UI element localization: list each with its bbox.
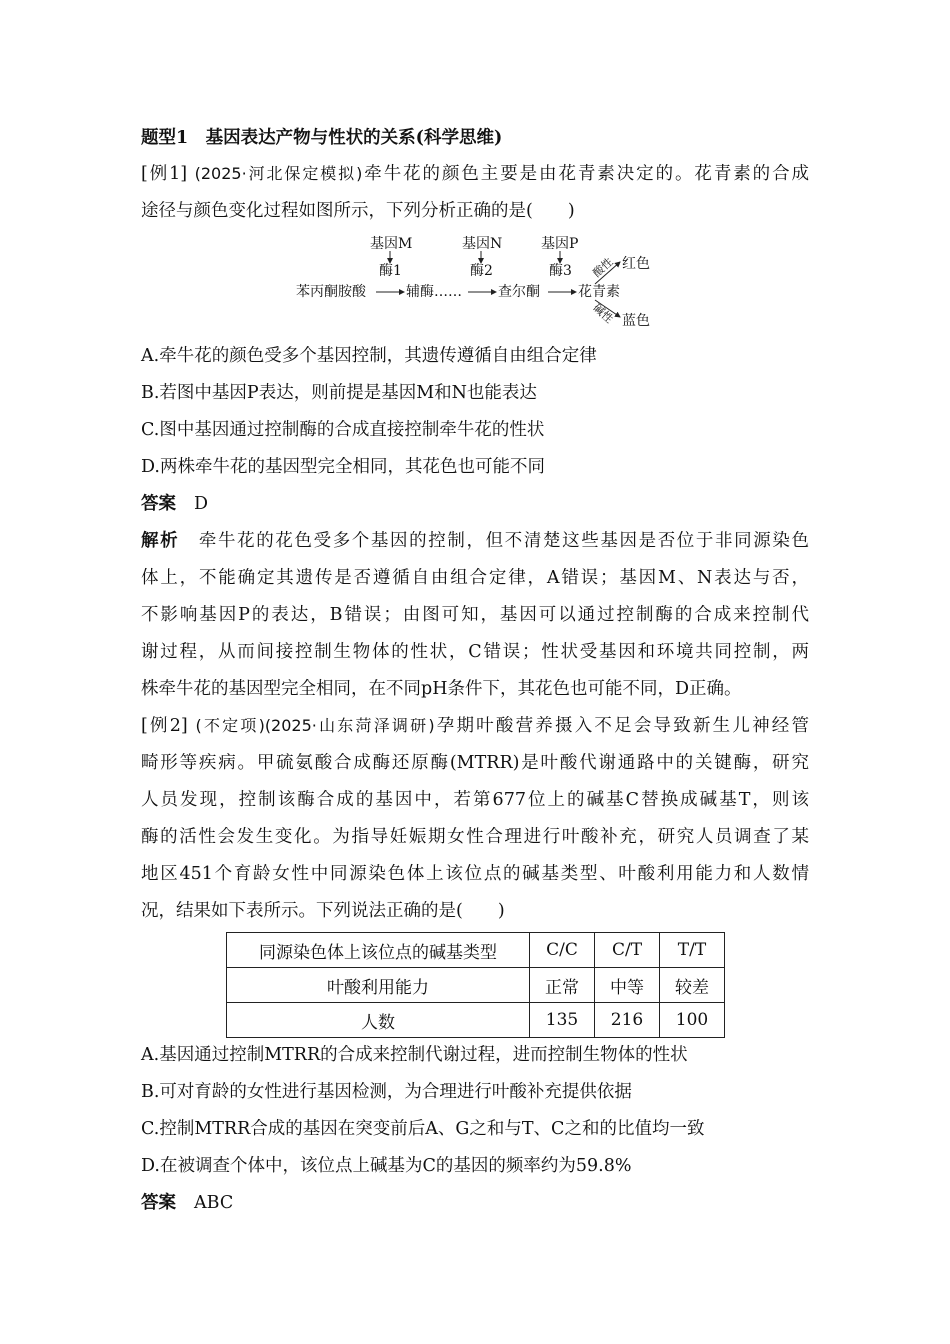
example2-answer — [141, 1191, 809, 1215]
table-cell: 216 — [595, 1003, 660, 1038]
example1-answer-value: D — [194, 494, 209, 514]
example2-option-d: D.在被调查个体中，该位点上碱基为C的基因的频率约为59.8% — [141, 1156, 632, 1176]
gene-n-label: 基因N — [462, 236, 503, 252]
example1-analysis-line2: 体上，不能确定其遗传是否遵循自由组合定律，A错误；基因M、N表达与否， — [141, 568, 809, 588]
table-cell: 叶酸利用能力 — [227, 968, 530, 1003]
table-row — [227, 933, 725, 968]
survey-table — [226, 932, 725, 1038]
example1-stem-line2: 途径与颜色变化过程如图所示，下列分析正确的是( ) — [141, 201, 575, 221]
example2-stem-line3: 人员发现，控制该酶合成的基因中，若第677位上的碱基C替换成碱基T，则该 — [141, 790, 809, 810]
table-cell: 100 — [660, 1003, 725, 1038]
enzyme3-label: 酶3 — [549, 263, 572, 279]
example2-option-b: B.可对育龄的女性进行基因检测，为合理进行叶酸补充提供依据 — [141, 1082, 632, 1102]
example1-analysis-line1 — [141, 529, 809, 553]
alkaline-label: 碱性 — [590, 301, 616, 326]
example2-answer-value: ABC — [194, 1193, 234, 1213]
example2-option-a: A.基因通过控制MTRR的合成来控制代谢过程，进而控制生物体的性状 — [141, 1045, 688, 1065]
example1-source: (2025·河北保定模拟) — [194, 164, 363, 183]
example1-answer — [141, 492, 809, 516]
table-header-cell: C/T — [595, 933, 660, 968]
example2-stem-line1 — [141, 714, 809, 738]
example1-stem-line1 — [141, 162, 809, 186]
table-cell: 135 — [530, 1003, 595, 1038]
example2-stem-line2: 畸形等疾病。甲硫氨酸合成酶还原酶(MTRR)是叶酸代谢通路中的关键酶，研究 — [141, 753, 809, 773]
example1-option-d: D.两株牵牛花的基因型完全相同，其花色也可能不同 — [141, 457, 545, 477]
example2-stem-line5: 地区451个育龄女性中同源染色体上该位点的碱基类型、叶酸利用能力和人数情 — [141, 864, 809, 884]
blue-label: 蓝色 — [622, 313, 650, 329]
enzyme1-label: 酶1 — [379, 263, 402, 279]
example1-analysis-text1: 牵牛花的花色受多个基因的控制，但不清楚这些基因是否位于非同源染色 — [197, 531, 810, 551]
acidic-label: 酸性 — [590, 255, 616, 280]
example2-tag: [例2] — [141, 716, 188, 736]
section-title: 题型1 基因表达产物与性状的关系(科学思维) — [141, 128, 503, 148]
table-row — [227, 968, 725, 1003]
example2-option-c: C.控制MTRR合成的基因在突变前后A、G之和与T、C之和的比值均一致 — [141, 1119, 705, 1139]
enzyme2-label: 酶2 — [470, 263, 493, 279]
example2-stem-line4: 酶的活性会发生变化。为指导妊娠期女性合理进行叶酸补充，研究人员调查了某 — [141, 827, 809, 847]
table-cell: 人数 — [227, 1003, 530, 1038]
example1-answer-label: 答案 — [141, 494, 176, 514]
red-label: 红色 — [622, 256, 650, 272]
example1-analysis-label: 解析 — [141, 531, 180, 551]
example2-answer-label: 答案 — [141, 1193, 176, 1213]
example1-option-c: C.图中基因通过控制酶的合成直接控制牵牛花的性状 — [141, 420, 545, 440]
example2-source: (不定项)(2025·山东菏泽调研) — [195, 716, 435, 735]
example1-analysis-line3: 不影响基因P的表达，B错误；由图可知，基因可以通过控制酶的合成来控制代 — [141, 605, 809, 625]
product-label: 花青素 — [578, 284, 620, 300]
example1-option-b: B.若图中基因P表达，则前提是基因M和N也能表达 — [141, 383, 537, 403]
table-cell: 较差 — [660, 968, 725, 1003]
intermediate2-label: 查尔酮 — [498, 284, 540, 300]
gene-m-label: 基因M — [370, 236, 413, 252]
example1-tag: [例1] — [141, 164, 188, 184]
table-cell: 正常 — [530, 968, 595, 1003]
table-header-cell: C/C — [530, 933, 595, 968]
example1-analysis-line5: 株牵牛花的基因型完全相同，在不同pH条件下，其花色也可能不同，D正确。 — [141, 679, 742, 699]
table-row — [227, 1003, 725, 1038]
anthocyanin-pathway-diagram — [290, 232, 680, 332]
substrate-label: 苯丙酮胺酸 — [296, 284, 366, 300]
example2-stem-line6: 况，结果如下表所示。下列说法正确的是( ) — [141, 901, 505, 921]
table-cell: 中等 — [595, 968, 660, 1003]
example1-analysis-line4: 谢过程，从而间接控制生物体的性状，C错误；性状受基因和环境共同控制，两 — [141, 642, 809, 662]
intermediate1-label: 辅酶…… — [406, 284, 462, 300]
example1-option-a: A.牵牛花的颜色受多个基因控制，其遗传遵循自由组合定律 — [141, 346, 597, 366]
gene-p-label: 基因P — [541, 236, 579, 252]
table-header-cell: 同源染色体上该位点的碱基类型 — [227, 933, 530, 968]
table-header-cell: T/T — [660, 933, 725, 968]
example2-stem-text1: 孕期叶酸营养摄入不足会导致新生儿神经管 — [434, 716, 810, 736]
example1-stem-text: 牵牛花的颜色主要是由花青素决定的。花青素的合成 — [362, 164, 809, 184]
